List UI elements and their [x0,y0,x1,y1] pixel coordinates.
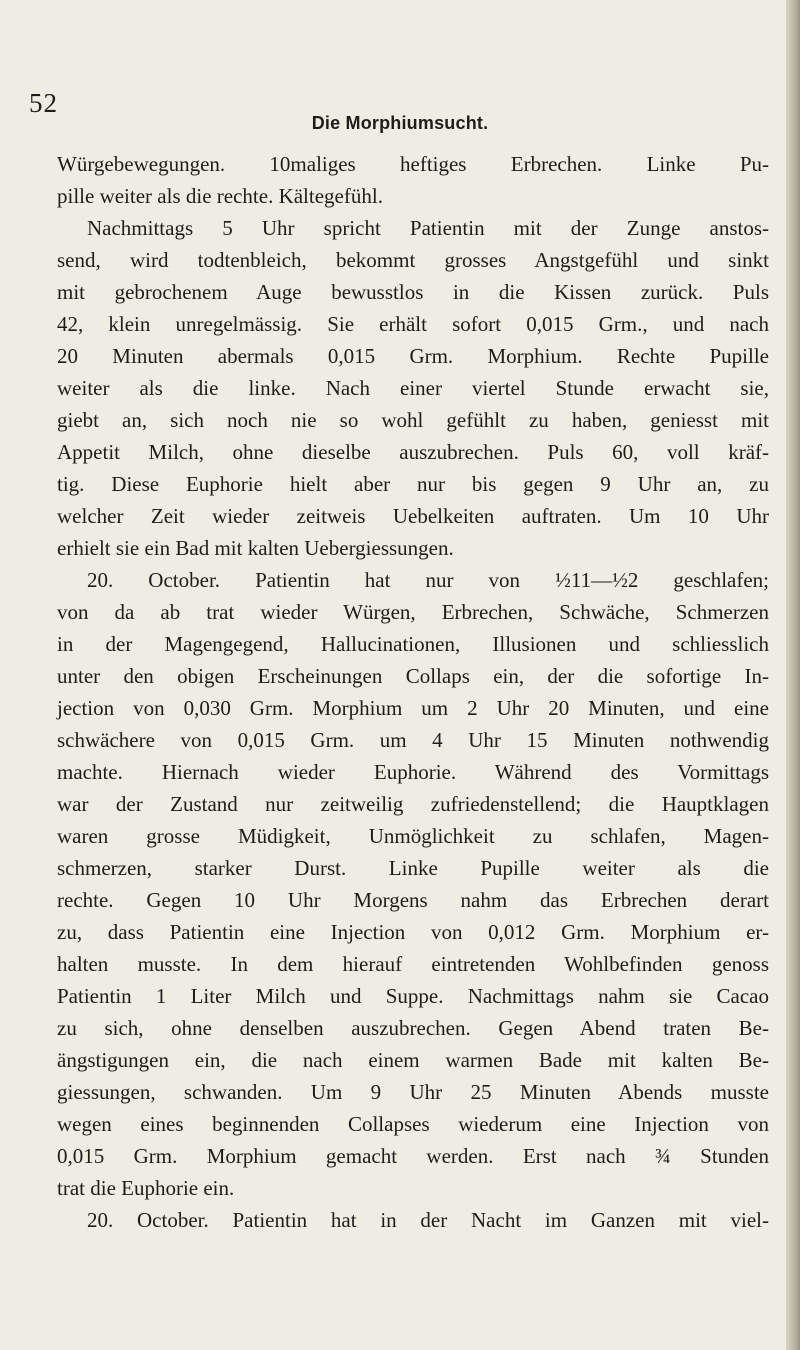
text-line: war der Zustand nur zeitweilig zufriedenstellend; die Hauptklagen [57,792,769,816]
running-head: Die Morphiumsucht. [311,113,489,133]
text-line: Patientin 1 Liter Milch und Suppe. Nachmittags nahm sie Cacao [57,984,769,1008]
text-line: waren grosse Müdigkeit, Unmöglichkeit zu schlafen, Magen- [57,824,769,848]
text-line: von da ab trat wieder Würgen, Erbrechen, Schwäche, Schmerzen [57,600,769,624]
text-line: jection von 0,030 Grm. Morphium um 2 Uhr 20 Minuten, und eine [57,696,769,720]
text-line: zu sich, ohne denselben auszubrechen. Gegen Abend traten Be- [57,1016,769,1040]
text-line: halten musste. In dem hierauf eintretenden Wohlbefinden genoss [57,952,769,976]
text-line: 20 Minuten abermals 0,015 Grm. Morphium. Rechte Pupille [57,344,769,368]
text-line: mit gebrochenem Auge bewusstlos in die Kissen zurück. Puls [57,280,769,304]
text-line: wegen eines beginnenden Collapses wiederum eine Injection von [57,1112,769,1136]
text-line: send, wird todtenbleich, bekommt grosses Angstgefühl und sinkt [57,248,769,272]
text-line: rechte. Gegen 10 Uhr Morgens nahm das Erbrechen derart [57,888,769,912]
text-line: Nachmittags 5 Uhr spricht Patientin mit der Zunge anstos- [87,216,769,240]
text-line: tig. Diese Euphorie hielt aber nur bis gegen 9 Uhr an, zu [57,472,769,496]
text-line: weiter als die linke. Nach einer viertel Stunde erwacht sie, [57,376,769,400]
page-edge-shadow [786,0,800,1350]
text-line: Würgebewegungen. 10maliges heftiges Erbrechen. Linke Pu- [57,152,769,176]
text-line: erhielt sie ein Bad mit kalten Uebergiessungen. [57,536,454,560]
text-line: in der Magengegend, Hallucinationen, Illusionen und schliesslich [57,632,769,656]
text-line: giessungen, schwanden. Um 9 Uhr 25 Minuten Abends musste [57,1080,769,1104]
text-line: Appetit Milch, ohne dieselbe auszubrechen. Puls 60, voll kräf- [57,440,769,464]
page-number: 52 [29,88,58,118]
text-line: giebt an, sich noch nie so wohl gefühlt zu haben, geniesst mit [57,408,769,432]
text-line: pille weiter als die rechte. Kältegefühl. [57,184,383,208]
text-line: welcher Zeit wieder zeitweis Uebelkeiten auftraten. Um 10 Uhr [57,504,769,528]
text-line: 20. October. Patientin hat in der Nacht im Ganzen mit viel- [87,1208,769,1232]
text-line: schwächere von 0,015 Grm. um 4 Uhr 15 Minuten nothwendig [57,728,769,752]
text-line: 42, klein unregelmässig. Sie erhält sofort 0,015 Grm., und nach [57,312,769,336]
text-line: 20. October. Patientin hat nur von ½11—½2 geschlafen; [87,568,769,592]
text-line: ängstigungen ein, die nach einem warmen Bade mit kalten Be- [57,1048,769,1072]
text-line: 0,015 Grm. Morphium gemacht werden. Erst nach ¾ Stunden [57,1144,769,1168]
text-line: schmerzen, starker Durst. Linke Pupille weiter als die [57,856,769,880]
text-line: trat die Euphorie ein. [57,1176,235,1200]
text-line: zu, dass Patientin eine Injection von 0,012 Grm. Morphium er- [57,920,769,944]
text-line: machte. Hiernach wieder Euphorie. Während des Vormittags [57,760,769,784]
body-text [57,148,769,1236]
text-line: unter den obigen Erscheinungen Collaps ein, der die sofortige In- [57,664,769,688]
